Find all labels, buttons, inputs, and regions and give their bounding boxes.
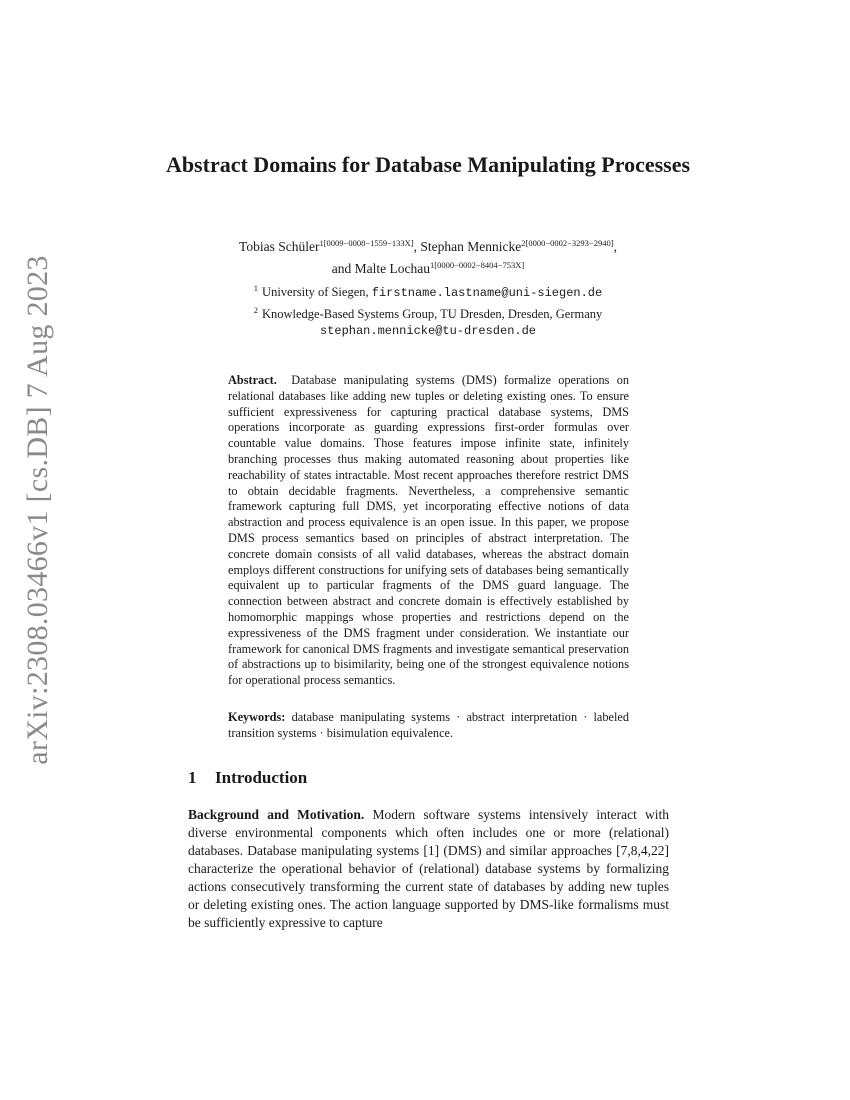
affiliation-1-email[interactable]: firstname.lastname@uni-siegen.de — [371, 286, 603, 300]
author-1: Tobias Schüler$^{1[0009-0008-1559-133X]}$, — [239, 238, 421, 254]
keywords-text: database manipulating systems · abstract interpretation · labeled transition systems · bisimulation equivalence. — [228, 710, 630, 740]
affiliation-1: $^1$ University of Siegen, firstname.lastname@uni-siegen.de — [253, 283, 603, 300]
author-2: Stephan Mennicke$^{2[0000-0002-3293-2940]}$, — [420, 238, 617, 254]
affiliation-2: $^2$ Knowledge-Based Systems Group, TU Dresden, Dresden, Germany — [253, 305, 603, 321]
keywords-label: Keywords: — [228, 710, 286, 724]
paper-title: Abstract Domains for Database Manipulating Processes — [165, 152, 691, 177]
author-1-orcid: 1[0009−0008−1559−133X] — [319, 238, 414, 248]
affiliation-2-email[interactable]: stephan.mennicke@tu-dresden.de — [319, 324, 537, 338]
affiliations — [150, 280, 706, 340]
paragraph-text: Modern software systems intensively interact with diverse environmental components which often includes one or more (relational) databases. Database manipulating systems [1] (DMS) and similar approaches [7,8,4,22] characterize the operational behavior of (relational) database systems by formalizing actions consecutively transforming the current state of databases by adding new tuples or deleting existing ones. The action language supported by DMS-like formalisms must be sufficiently expressive to capture — [188, 807, 669, 930]
section-heading — [188, 768, 307, 788]
author-3-orcid: 1[0000−0002−8404−753X] — [430, 260, 525, 270]
arxiv-sidebar — [12, 255, 64, 765]
keywords — [228, 710, 629, 742]
abstract-label: Abstract. — [228, 373, 277, 387]
section-title: Introduction — [215, 768, 308, 787]
section-number: 1 — [188, 768, 197, 787]
author-2-orcid: 2[0000−0002−3293−2940] — [521, 238, 614, 248]
author-list — [150, 234, 706, 278]
intro-paragraph — [188, 806, 669, 932]
paragraph-heading: Background and Motivation. — [188, 807, 365, 822]
author-3: and Malte Lochau$^{1[0000-0002-8404-753X]}$ — [331, 260, 525, 276]
arxiv-identifier: arXiv:2308.03466v1 [cs.DB] 7 Aug 2023 — [21, 255, 54, 765]
abstract — [228, 373, 629, 689]
abstract-text: Database manipulating systems (DMS) formalize operations on relational databases like adding new tuples or deleting existing ones. To ensure sufficient expressiveness for capturing practical database systems, DMS operations incorporate as guarding expressions first-order formulas over countable value domains. Those features impose infinite state, infinitely branching processes thus making automated reasoning about properties like reachability of states intractable. Most recent approaches therefore restrict DMS to obtain decidable fragments. Nevertheless, a comprehensive semantic framework capturing full DMS, yet incorporating effective notions of data abstraction and process equivalence is an open issue. In this paper, we propose DMS process semantics based on principles of abstract interpretation. The concrete domain consists of all valid databases, whereas the abstract domain employs different constructions for unifying sets of databases being semantically equivalent up to particular fragments of the DMS guard language. The connection between abstract and concrete domain is effectively established by homomorphic mappings whose properties and restrictions depend on the expressiveness of the DMS fragment under consideration. We instantiate our framework for canonical DMS fragments and investigate semantical preservation of abstractions up to bisimilarity, being one of the strongest equivalence notions for operational process semantics. — [228, 373, 629, 688]
